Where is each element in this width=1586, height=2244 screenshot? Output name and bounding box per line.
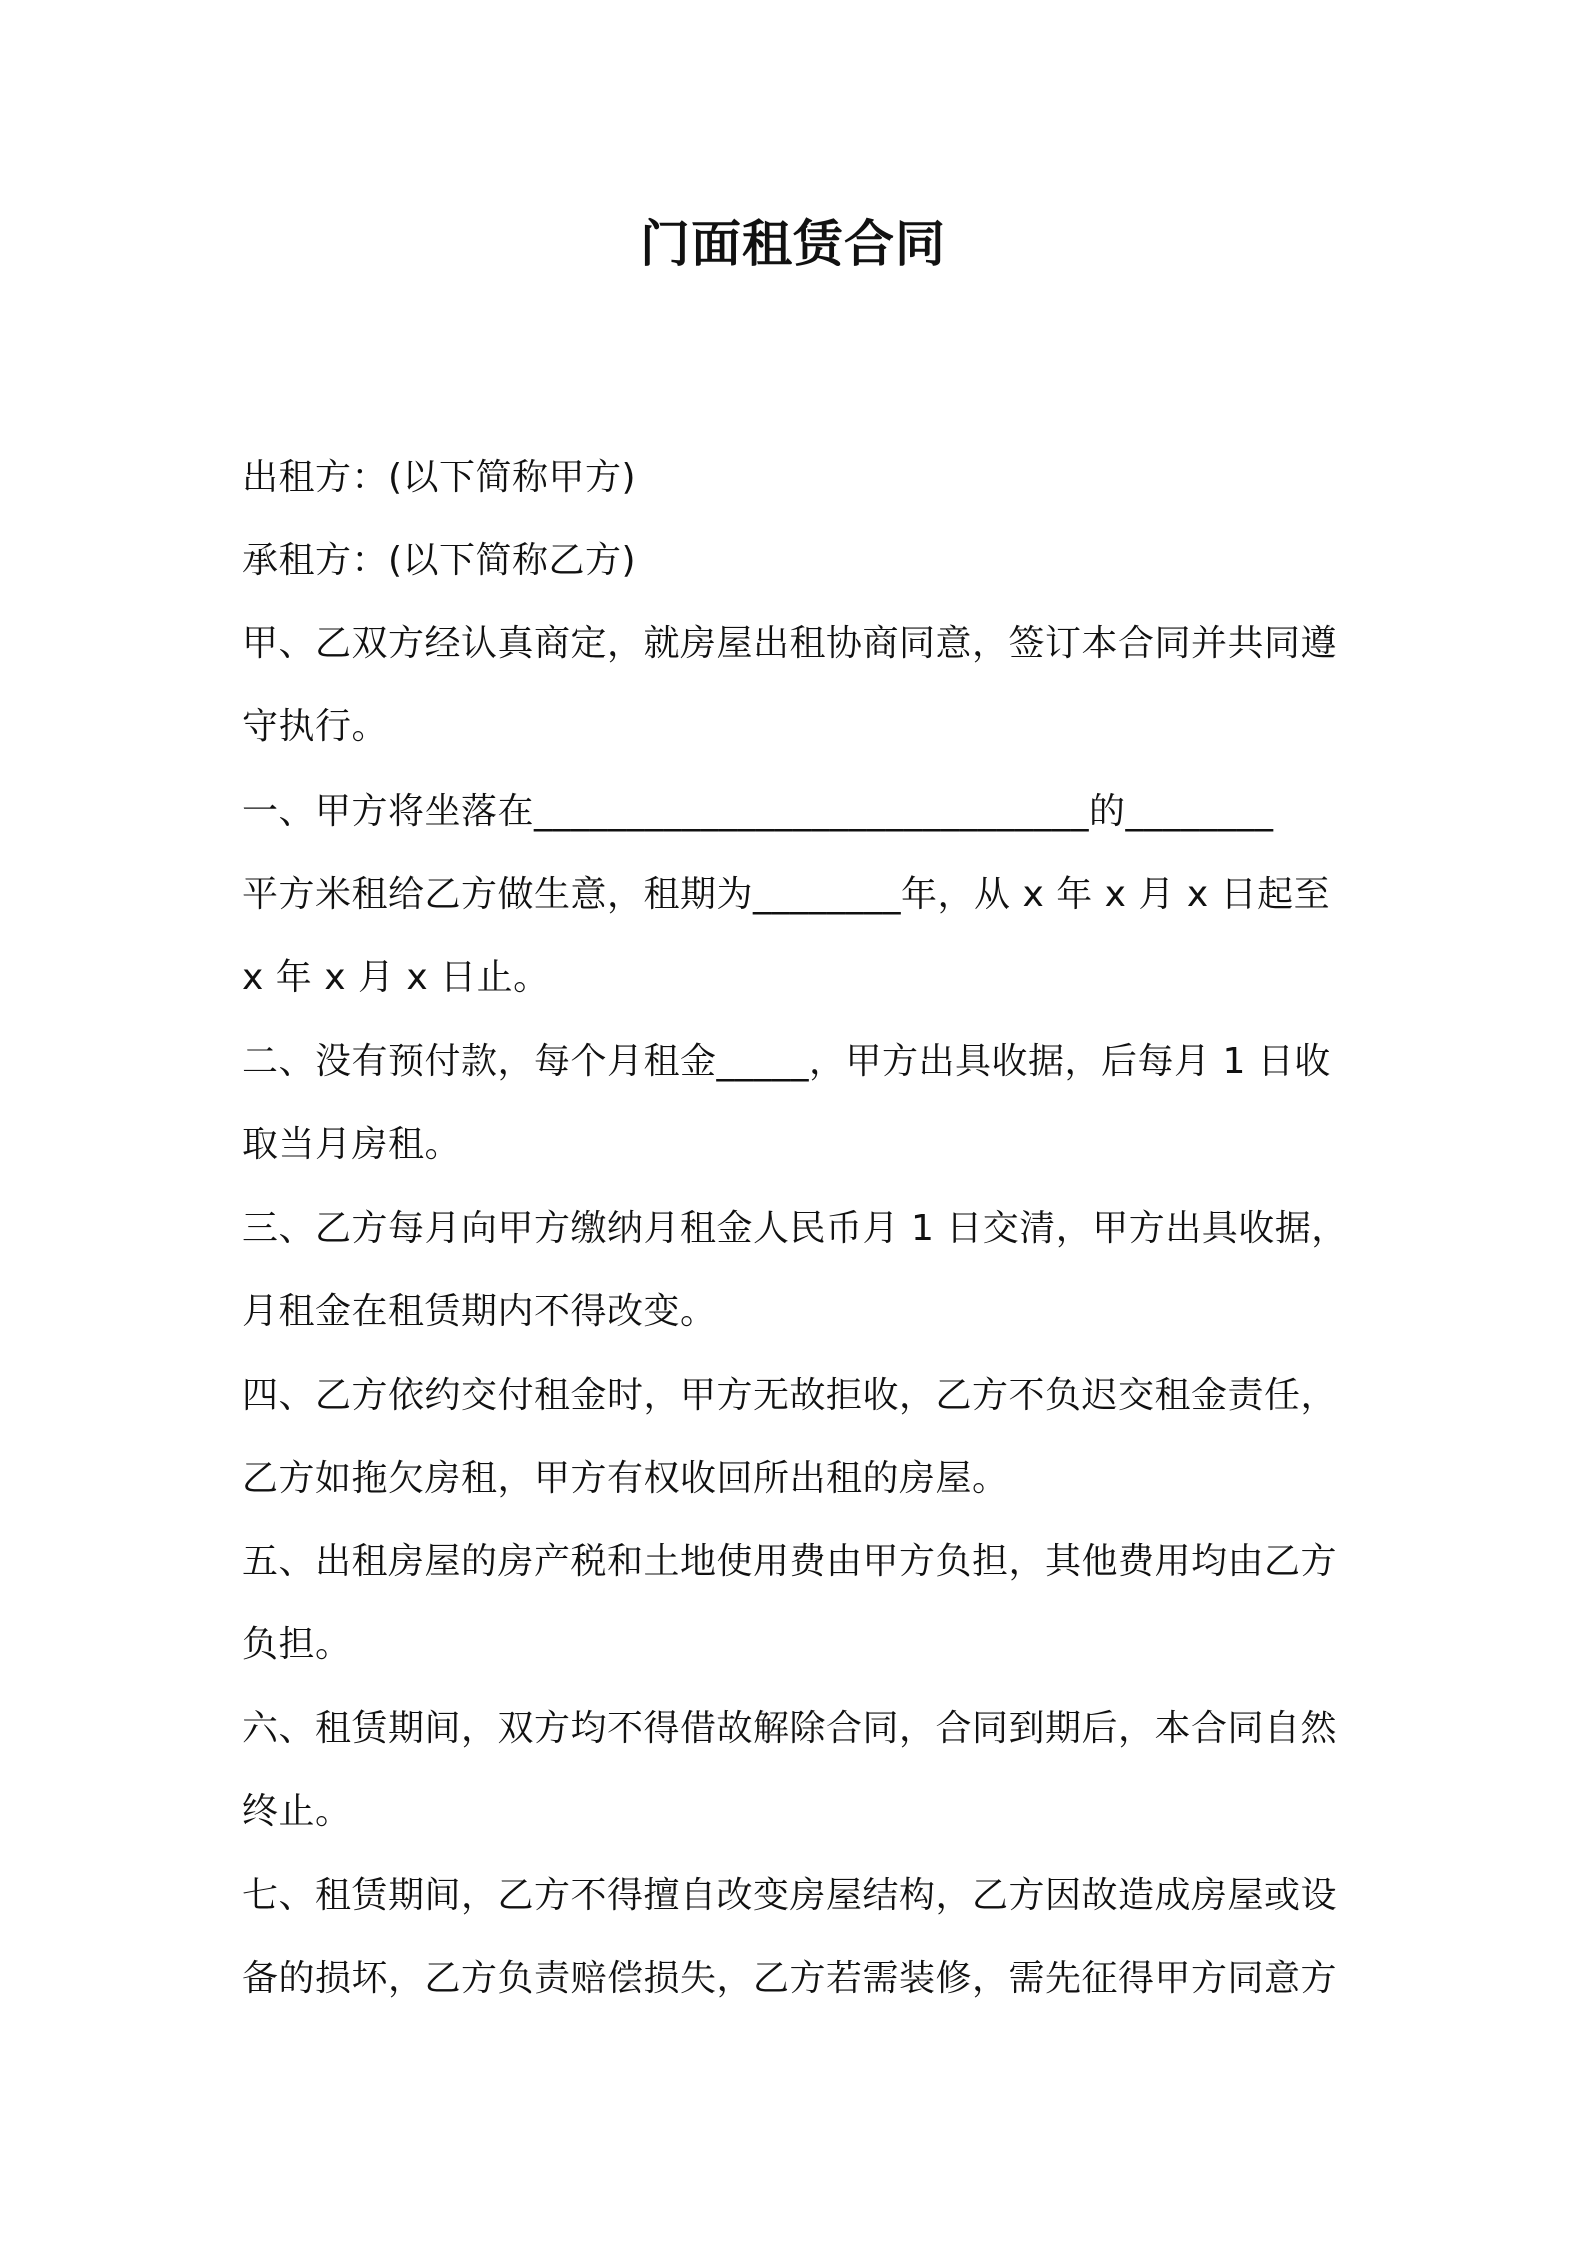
text-line-clause-1b: 平方米租给乙方做生意，租期为________年，从 x 年 x 月 x 日起至 [242,874,1331,915]
text-line-clause-1a: 一、甲方将坐落在______________________________的________ [242,791,1274,832]
text-line-clause-3a: 三、乙方每月向甲方缴纳月租金人民币月 1 日交清，甲方出具收据， [242,1208,1348,1249]
text-line-clause-5b: 负担。 [242,1624,352,1665]
document-title: 门面租赁合同 [640,215,946,273]
text-line-preamble-1: 甲、乙双方经认真商定，就房屋出租协商同意，签订本合同并共同遵 [242,623,1338,664]
text-line-clause-2a: 二、没有预付款，每个月租金_____，甲方出具收据，后每月 1 日收 [242,1041,1331,1082]
text-line-lessee: 承租方：(以下简称乙方) [242,540,637,581]
text-line-clause-7a: 七、租赁期间，乙方不得擅自改变房屋结构，乙方因故造成房屋或设 [242,1875,1338,1916]
text-line-clause-4a: 四、乙方依约交付租金时，甲方无故拒收，乙方不负迟交租金责任， [242,1375,1338,1416]
text-line-clause-4b: 乙方如拖欠房租，甲方有权收回所出租的房屋。 [242,1458,1009,1499]
text-line-clause-5a: 五、出租房屋的房产税和土地使用费由甲方负担，其他费用均由乙方 [242,1541,1338,1582]
text-line-lessor: 出租方：(以下简称甲方) [242,457,637,498]
text-line-clause-2b: 取当月房租。 [242,1124,462,1165]
text-line-clause-7b: 备的损坏，乙方负责赔偿损失，乙方若需装修，需先征得甲方同意方 [242,1958,1338,1999]
text-line-preamble-2: 守执行。 [242,706,389,747]
text-line-clause-1c: x 年 x 月 x 日止。 [242,957,550,998]
text-line-clause-6b: 终止。 [242,1791,352,1832]
text-line-clause-3b: 月租金在租赁期内不得改变。 [242,1291,717,1332]
text-line-clause-6a: 六、租赁期间，双方均不得借故解除合同，合同到期后，本合同自然 [242,1708,1338,1749]
